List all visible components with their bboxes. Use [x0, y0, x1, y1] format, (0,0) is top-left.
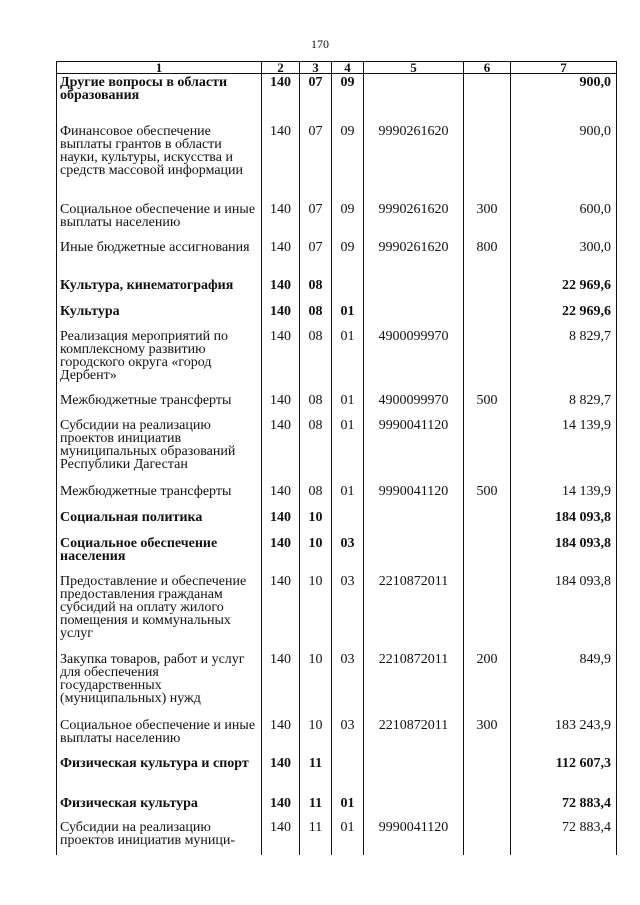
row-name: Социальное обеспечение населения: [57, 535, 262, 573]
row-section: 10: [300, 573, 332, 651]
row-amount: 22 969,6: [511, 303, 617, 328]
row-name: Реализация мероприятий по комплексному развитию городского округа «город Дербент»: [57, 328, 262, 392]
row-expense-type: [464, 277, 511, 303]
row-amount: 112 607,3: [511, 755, 617, 795]
row-section: 07: [300, 123, 332, 201]
row-subsection: [332, 509, 364, 535]
row-section: 10: [300, 651, 332, 717]
row-expense-type: [464, 509, 511, 535]
row-grbs-code: 140: [262, 303, 300, 328]
row-target-article: 2210872011: [364, 651, 464, 717]
row-target-article: [364, 303, 464, 328]
row-section: 08: [300, 483, 332, 509]
row-grbs-code: 140: [262, 795, 300, 819]
row-name: Закупка товаров, работ и услуг для обеспечения государственных (муниципальных) нужд: [57, 651, 262, 717]
table-row: [57, 239, 617, 277]
row-target-article: 9990261620: [364, 239, 464, 277]
row-name: Социальное обеспечение и иные выплаты населению: [57, 717, 262, 755]
row-section: 10: [300, 717, 332, 755]
row-amount: 900,0: [511, 123, 617, 201]
row-expense-type: [464, 417, 511, 483]
row-amount: 8 829,7: [511, 392, 617, 417]
row-target-article: 9990261620: [364, 201, 464, 239]
row-name: Субсидии на реализацию проектов инициатив муници-: [57, 819, 262, 855]
row-expense-type: [464, 535, 511, 573]
table-row: [57, 123, 617, 201]
row-name: Предоставление и обеспечение предоставления гражданам субсидий на оплату жилого помещения и коммунальных услуг: [57, 573, 262, 651]
header-col-5: 5: [364, 62, 464, 74]
header-col-7: 7: [511, 62, 617, 74]
row-amount: 8 829,7: [511, 328, 617, 392]
table-row: [57, 795, 617, 819]
row-section: 07: [300, 239, 332, 277]
table-row: [57, 651, 617, 717]
row-section: 10: [300, 509, 332, 535]
row-subsection: 01: [332, 417, 364, 483]
row-section: 08: [300, 417, 332, 483]
row-amount: 72 883,4: [511, 819, 617, 855]
row-grbs-code: 140: [262, 651, 300, 717]
table-row: [57, 717, 617, 755]
row-expense-type: [464, 795, 511, 819]
row-amount: 849,9: [511, 651, 617, 717]
row-subsection: 09: [332, 74, 364, 123]
row-target-article: 9990261620: [364, 123, 464, 201]
header-col-2: 2: [262, 62, 300, 74]
row-name: Социальная политика: [57, 509, 262, 535]
row-subsection: 01: [332, 483, 364, 509]
row-target-article: [364, 277, 464, 303]
row-expense-type: [464, 74, 511, 123]
table-row: [57, 755, 617, 795]
row-expense-type: 300: [464, 717, 511, 755]
header-col-3: 3: [300, 62, 332, 74]
row-subsection: 03: [332, 535, 364, 573]
row-grbs-code: 140: [262, 483, 300, 509]
table-row: [57, 509, 617, 535]
row-grbs-code: 140: [262, 417, 300, 483]
row-amount: 183 243,9: [511, 717, 617, 755]
row-grbs-code: 140: [262, 717, 300, 755]
row-expense-type: [464, 303, 511, 328]
row-name: Другие вопросы в области образования: [57, 74, 262, 123]
row-section: 07: [300, 201, 332, 239]
row-subsection: 01: [332, 328, 364, 392]
row-expense-type: [464, 328, 511, 392]
row-amount: 600,0: [511, 201, 617, 239]
row-expense-type: 500: [464, 483, 511, 509]
row-target-article: [364, 74, 464, 123]
budget-table: [56, 61, 617, 855]
table-row: [57, 417, 617, 483]
header-col-1: 1: [57, 62, 262, 74]
row-section: 11: [300, 755, 332, 795]
row-amount: 900,0: [511, 74, 617, 123]
row-subsection: 03: [332, 573, 364, 651]
row-amount: 72 883,4: [511, 795, 617, 819]
row-section: 11: [300, 819, 332, 855]
page-number: 170: [311, 37, 329, 51]
row-amount: 184 093,8: [511, 509, 617, 535]
row-subsection: 09: [332, 239, 364, 277]
row-amount: 300,0: [511, 239, 617, 277]
row-amount: 22 969,6: [511, 277, 617, 303]
row-section: 11: [300, 795, 332, 819]
row-subsection: 09: [332, 201, 364, 239]
row-target-article: 9990041120: [364, 819, 464, 855]
row-section: 07: [300, 74, 332, 123]
row-expense-type: 800: [464, 239, 511, 277]
row-grbs-code: 140: [262, 509, 300, 535]
row-grbs-code: 140: [262, 74, 300, 123]
row-name: Иные бюджетные ассигнования: [57, 239, 262, 277]
row-expense-type: 200: [464, 651, 511, 717]
row-expense-type: [464, 123, 511, 201]
row-target-article: 9990041120: [364, 417, 464, 483]
row-target-article: 4900099970: [364, 328, 464, 392]
row-grbs-code: 140: [262, 755, 300, 795]
row-section: 10: [300, 535, 332, 573]
row-name: Межбюджетные трансферты: [57, 483, 262, 509]
row-subsection: 09: [332, 123, 364, 201]
row-subsection: 01: [332, 392, 364, 417]
row-grbs-code: 140: [262, 392, 300, 417]
row-subsection: [332, 755, 364, 795]
row-name: Физическая культура и спорт: [57, 755, 262, 795]
row-grbs-code: 140: [262, 201, 300, 239]
header-row: [57, 62, 617, 74]
row-grbs-code: 140: [262, 573, 300, 651]
row-expense-type: [464, 755, 511, 795]
row-subsection: 01: [332, 303, 364, 328]
row-grbs-code: 140: [262, 328, 300, 392]
row-target-article: 2210872011: [364, 573, 464, 651]
row-target-article: 4900099970: [364, 392, 464, 417]
row-amount: 14 139,9: [511, 483, 617, 509]
row-target-article: 2210872011: [364, 717, 464, 755]
table-row: [57, 819, 617, 855]
row-subsection: [332, 277, 364, 303]
row-expense-type: 500: [464, 392, 511, 417]
row-target-article: 9990041120: [364, 483, 464, 509]
table-row: [57, 74, 617, 123]
row-target-article: [364, 755, 464, 795]
row-subsection: 03: [332, 717, 364, 755]
table-row: [57, 535, 617, 573]
row-target-article: [364, 509, 464, 535]
row-target-article: [364, 535, 464, 573]
row-subsection: 01: [332, 795, 364, 819]
row-section: 08: [300, 392, 332, 417]
row-expense-type: [464, 819, 511, 855]
row-name: Социальное обеспечение и иные выплаты населению: [57, 201, 262, 239]
row-grbs-code: 140: [262, 819, 300, 855]
row-grbs-code: 140: [262, 535, 300, 573]
row-name: Физическая культура: [57, 795, 262, 819]
row-section: 08: [300, 328, 332, 392]
row-name: Субсидии на реализацию проектов инициатив муниципальных образований Республики Дагестан: [57, 417, 262, 483]
row-grbs-code: 140: [262, 123, 300, 201]
row-name: Культура: [57, 303, 262, 328]
row-amount: 14 139,9: [511, 417, 617, 483]
row-section: 08: [300, 303, 332, 328]
table-row: [57, 303, 617, 328]
row-expense-type: [464, 573, 511, 651]
row-amount: 184 093,8: [511, 573, 617, 651]
row-subsection: 01: [332, 819, 364, 855]
header-col-4: 4: [332, 62, 364, 74]
table-row: [57, 328, 617, 392]
row-section: 08: [300, 277, 332, 303]
table-row: [57, 277, 617, 303]
row-amount: 184 093,8: [511, 535, 617, 573]
table-row: [57, 392, 617, 417]
table-row: [57, 573, 617, 651]
row-grbs-code: 140: [262, 277, 300, 303]
row-expense-type: 300: [464, 201, 511, 239]
row-subsection: 03: [332, 651, 364, 717]
header-col-6: 6: [464, 62, 511, 74]
row-name: Культура, кинематография: [57, 277, 262, 303]
row-name: Межбюджетные трансферты: [57, 392, 262, 417]
row-target-article: [364, 795, 464, 819]
table-row: [57, 201, 617, 239]
row-name: Финансовое обеспечение выплаты грантов в области науки, культуры, искусства и средств массовой информации: [57, 123, 262, 201]
row-grbs-code: 140: [262, 239, 300, 277]
table-row: [57, 483, 617, 509]
